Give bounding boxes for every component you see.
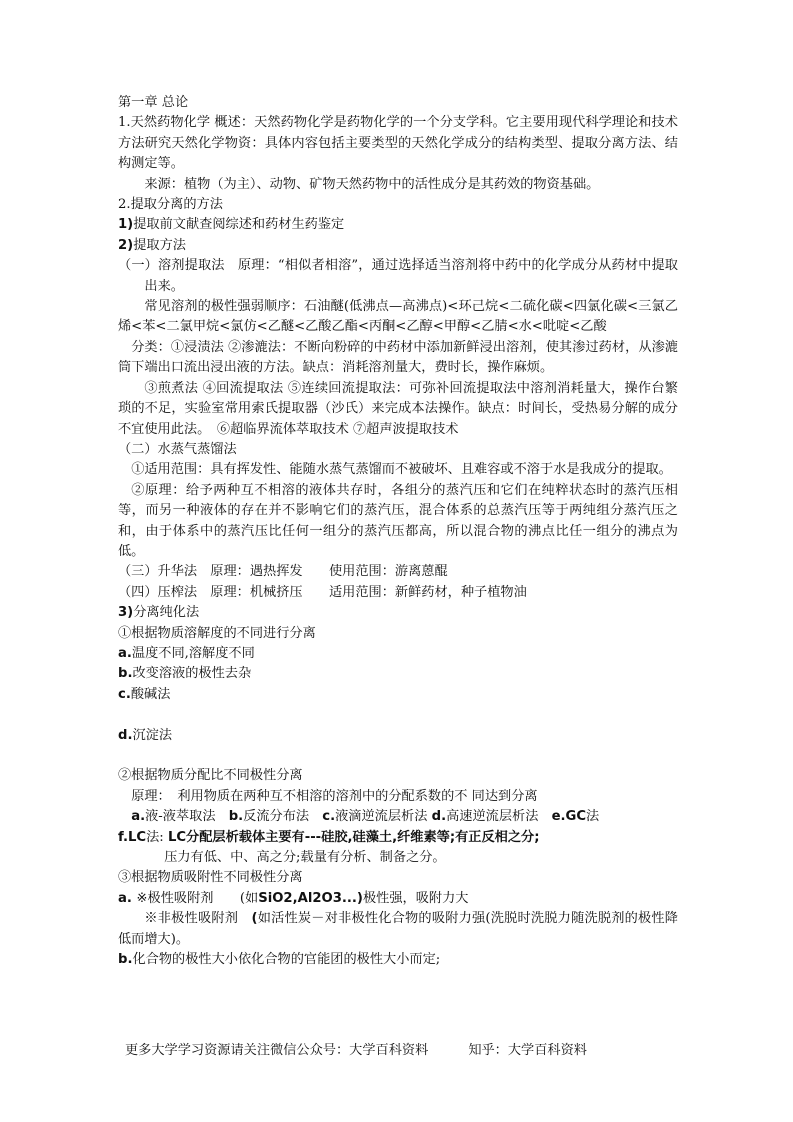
- item-text: 沉淀法: [132, 727, 173, 743]
- item-text: 分离纯化法: [133, 605, 200, 621]
- chapter-title: 第一章 总论: [118, 95, 189, 110]
- extraction-item-1: [118, 215, 678, 235]
- overview-paragraph: 1.天然药物化学 概述：天然药物化学是药物化学的一个分支学科。它主要用现代科学理论和技术方法研究天然化学物资：具体内容包括主要类型的天然化学成分的结构类型、提取分离方法、结构测定等。: [118, 115, 678, 172]
- blank-line: [118, 705, 678, 725]
- solubility-item-d: [118, 726, 678, 746]
- partition-title: ②根据物质分配比不同极性分离: [118, 768, 303, 784]
- steam-scope-paragraph: ①适用范围：具有挥发性、能随水蒸气蒸馏而不被破坏、且难容或不溶于水是我成分的提取。: [131, 462, 672, 478]
- solubility-item-b: [118, 664, 678, 684]
- solvent-extraction-paragraph: [118, 256, 678, 297]
- item-label: c.: [118, 686, 131, 702]
- item-text: 改变溶液的极性去杂: [132, 666, 252, 682]
- item-text: ※非极性吸附剂: [144, 911, 252, 927]
- item-number: 3): [118, 605, 134, 621]
- item-text: 极性强，吸附力大: [362, 890, 469, 906]
- footer-zhihu-text: 知乎：大学百科资料: [468, 1043, 587, 1058]
- item-label: b.: [118, 666, 133, 682]
- adsorption-item-b: [118, 950, 678, 970]
- method-text: 分配层析载体主要有---硅胶,硅藻土,纤维素等;有正反相之分;: [186, 829, 540, 845]
- source-paragraph: 来源：植物（为主）、动物、矿物天然药物中的活性成分是其药效的物资基础。: [144, 176, 600, 192]
- extraction-item-2: [118, 236, 678, 256]
- extraction-item-3: [118, 603, 678, 623]
- adsorption-item-a: [118, 889, 678, 909]
- method-text: 反流分布法: [243, 809, 323, 825]
- sublimation-line: （三）升华法 原理：遇热挥发 使用范围：游离蒽醌: [118, 564, 448, 580]
- item-label: a.: [118, 645, 132, 661]
- method-label: a.: [131, 809, 146, 825]
- steam-principle-paragraph: ②原理：给予两种互不相溶的液体共存时，各组分的蒸汽压和它们在纯粹状态时的蒸汽压相等，而另一种液体的存在并不影响它们的蒸汽压，混合体系的总蒸汽压等于两纯组分蒸汽压之和，由于体系中的蒸汽压比任何一组分的蒸汽压都高，所以混合物的沸点比任一组分的沸点为低。: [118, 482, 678, 559]
- method-label: e.GC: [551, 809, 587, 825]
- steam-distillation-title: （二）水蒸气蒸馏法: [118, 441, 237, 457]
- method-label: f.LC: [118, 829, 147, 845]
- method-label: c.: [322, 809, 336, 825]
- solubility-item-c: [118, 685, 678, 705]
- item-text: 温度不同,溶解度不同: [131, 645, 255, 661]
- item-label: b.: [118, 952, 133, 968]
- footer-wechat-text: 更多大学学习资源请关注微信公众号：大学百科资料: [125, 1043, 429, 1058]
- lc-term: LC: [167, 829, 187, 845]
- solvent-polarity-paragraph: 常见溶剂的极性强弱顺序：石油醚(低沸点—高沸点)<环己烷<二硫化碳<四氯化碳<三氯乙烯<苯<二氯甲烷<氯仿<乙醚<乙酸乙酯<丙酮<乙醇<甲醇<乙腈<水<吡啶<乙酸: [118, 299, 678, 335]
- nonpolar-adsorbent-paragraph: [118, 909, 678, 950]
- solubility-item-a: [118, 644, 678, 664]
- item-number: 1): [118, 217, 134, 233]
- method-label: b.: [228, 809, 244, 825]
- adsorption-title: ③根据物质吸附性不同极性分离: [118, 870, 303, 886]
- item-text: 如活性炭－对非极性化合物的吸附力强(洗脱时洗脱力随洗脱剂的极性降低而增大)。: [118, 911, 678, 947]
- lc-method-line: [118, 828, 678, 848]
- item-text: ※极性吸附剂 (如: [136, 890, 259, 906]
- partition-principle: 原理： 利用物质在两种互不相溶的溶剂中的分配系数的不 同达到分离: [131, 788, 538, 804]
- method-text: 法:: [146, 829, 168, 845]
- section-extraction-title: 2.提取分离的方法: [118, 197, 223, 213]
- document-body: [118, 93, 678, 970]
- partition-methods-line: [118, 807, 678, 827]
- blank-line: [118, 746, 678, 766]
- paren-text: (: [251, 911, 258, 927]
- method-text: 液滴逆流层析法: [335, 809, 432, 825]
- lc-method-line-2: 压力有低、中、高之分;载量有分析、制备之分。: [164, 850, 446, 865]
- pressing-line: （四）压榨法 原理：机械挤压 适用范围：新鲜药材，种子植物油: [118, 584, 527, 600]
- item-text: 化合物的极性大小依化合物的官能团的极性大小而定;: [132, 952, 441, 968]
- item-label: a.: [118, 890, 137, 906]
- item-text: 提取前文献查阅综述和药材生药鉴定: [133, 217, 345, 233]
- classification-paragraph-2: ③煎煮法 ④回流提取法 ⑤连续回流提取法：可弥补回流提取法中溶剂消耗量大，操作台繁琐的不足，实验室常用索氏提取器（沙氏）来完成本法操作。缺点：时间长，受热易分解的成分不宜使用此法。 ⑥超临界流体萃取技术 ⑦超声波提取技术: [118, 380, 678, 437]
- method-text: 高速逆流层析法: [446, 809, 552, 825]
- solubility-title: ①根据物质溶解度的不同进行分离: [118, 625, 316, 641]
- method-label: d.: [431, 809, 447, 825]
- solvent-extraction-text: （一）溶剂提取法 原理：“相似者相溶”，通过选择适当溶剂将中药中的化学成分从药材中提取出来。: [118, 258, 678, 294]
- item-number: 2): [118, 237, 134, 253]
- item-label: d.: [118, 727, 133, 743]
- formula-text: SiO2,Al2O3...): [258, 890, 363, 906]
- item-text: 提取方法: [133, 237, 186, 253]
- method-text: 液-液萃取法: [145, 809, 229, 825]
- page-footer: [125, 1039, 587, 1058]
- classification-paragraph-1: 分类：①浸渍法 ②渗漉法：不断向粉碎的中药材中添加新鲜浸出溶剂，使其渗过药材，从渗漉筒下端出口流出浸出液的方法。缺点：消耗溶剂量大，费时长，操作麻烦。: [118, 339, 678, 376]
- item-text: 酸碱法: [130, 686, 171, 702]
- method-text: 法: [586, 809, 600, 825]
